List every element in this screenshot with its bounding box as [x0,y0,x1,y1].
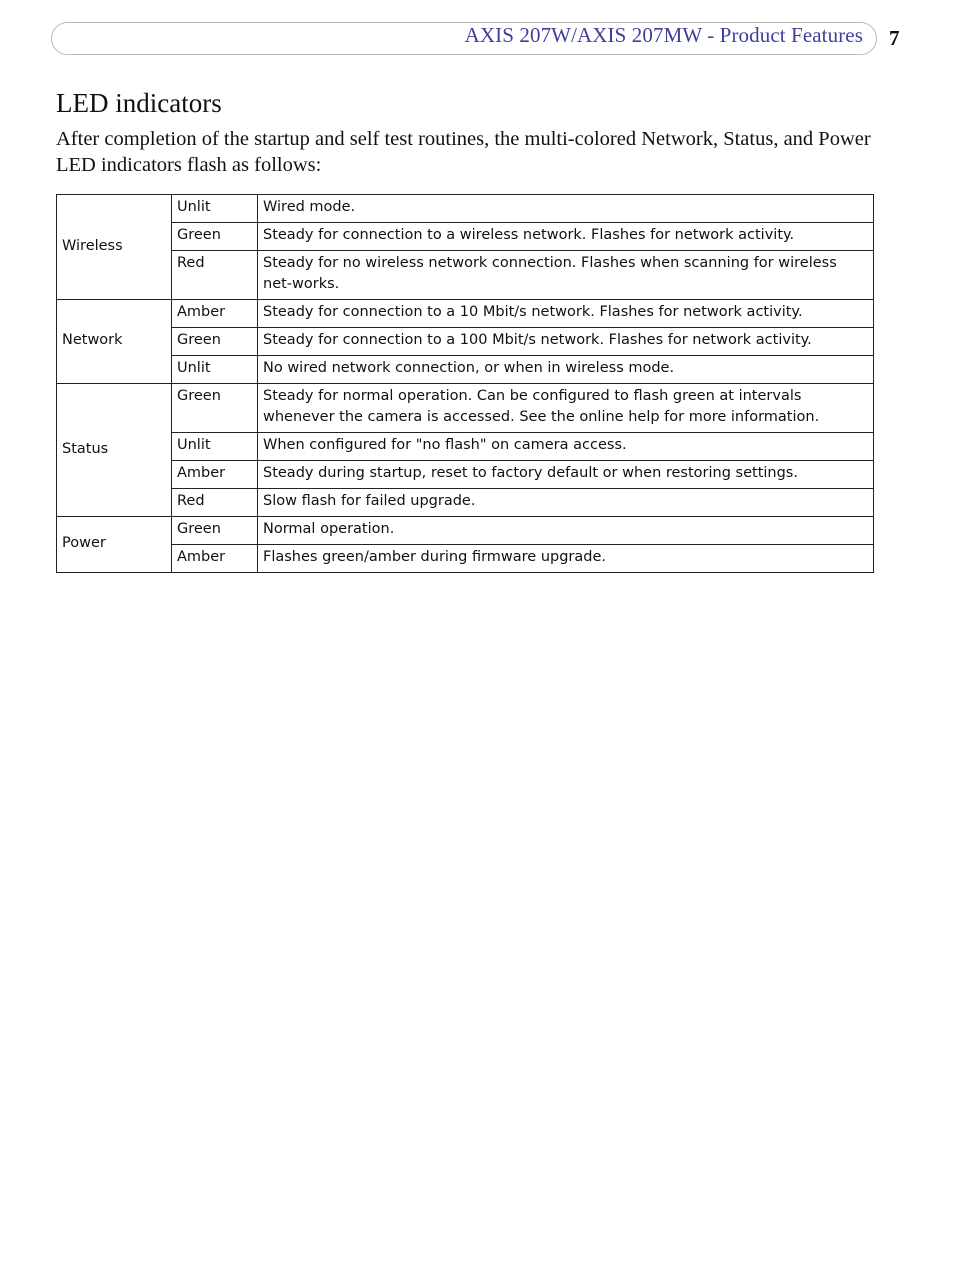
led-color: Green [172,223,258,251]
table-row [57,328,874,356]
table-row [57,517,874,545]
led-description: Steady for connection to a 100 Mbit/s network. Flashes for network activity. [258,328,874,356]
intro-paragraph: After completion of the startup and self test routines, the multi-colored Network, Status, and Power LED indicators flash as follows: [56,128,871,176]
led-description: Slow flash for failed upgrade. [258,489,874,517]
led-description: Steady for no wireless network connection. Flashes when scanning for wireless net-works. [258,251,874,300]
led-description: Steady during startup, reset to factory default or when restoring settings. [258,461,874,489]
table-row [57,461,874,489]
led-description: Normal operation. [258,517,874,545]
led-description: Steady for connection to a 10 Mbit/s network. Flashes for network activity. [258,300,874,328]
page-number: 7 [889,26,900,50]
table-row [57,356,874,384]
led-color: Unlit [172,195,258,223]
led-description: Steady for normal operation. Can be configured to flash green at intervals whenever the camera is accessed. See the online help for more information. [258,384,874,433]
led-group-status: Status [57,384,172,517]
led-description: Flashes green/amber during firmware upgrade. [258,545,874,573]
led-color: Amber [172,300,258,328]
led-color: Amber [172,545,258,573]
led-color: Green [172,328,258,356]
led-color: Unlit [172,433,258,461]
table-row [57,489,874,517]
table-row [57,223,874,251]
led-description: Wired mode. [258,195,874,223]
led-description: When configured for "no flash" on camera access. [258,433,874,461]
table-row [57,195,874,223]
led-group-wireless: Wireless [57,195,172,300]
led-indicator-table [56,194,874,573]
led-color: Amber [172,461,258,489]
table-row [57,433,874,461]
header-title: AXIS 207W/AXIS 207MW - Product Features [464,23,863,47]
table-row [57,384,874,433]
table-row [57,300,874,328]
led-description: Steady for connection to a wireless network. Flashes for network activity. [258,223,874,251]
led-color: Green [172,517,258,545]
led-color: Red [172,489,258,517]
led-color: Green [172,384,258,433]
table-row [57,251,874,300]
led-group-network: Network [57,300,172,384]
led-description: No wired network connection, or when in wireless mode. [258,356,874,384]
led-color: Red [172,251,258,300]
led-color: Unlit [172,356,258,384]
section-title: LED indicators [56,88,222,118]
led-group-power: Power [57,517,172,573]
table-row [57,545,874,573]
